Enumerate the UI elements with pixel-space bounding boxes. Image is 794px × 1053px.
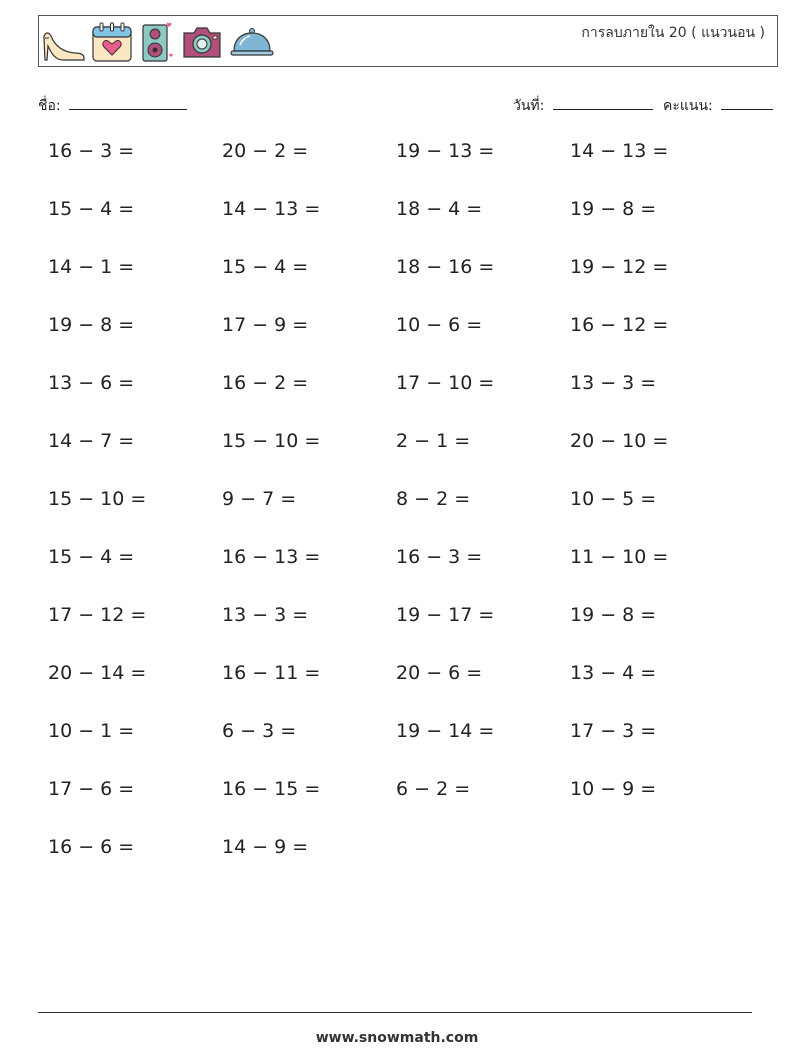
problem-4-3: 10 − 6 = — [396, 314, 483, 336]
problem-12-3: 6 − 2 = — [396, 778, 471, 800]
problem-10-3: 20 − 6 = — [396, 662, 483, 684]
score-field — [663, 95, 773, 117]
problem-5-3: 17 − 10 = — [396, 372, 495, 394]
problem-3-3: 18 − 16 = — [396, 256, 495, 278]
calendar-heart-icon — [91, 21, 133, 63]
problem-9-2: 13 − 3 = — [222, 604, 309, 626]
problem-4-2: 17 − 9 = — [222, 314, 309, 336]
name-label: ชื่อ: — [38, 98, 61, 114]
problem-2-3: 18 − 4 = — [396, 198, 483, 220]
problem-6-1: 14 − 7 = — [48, 430, 135, 452]
problem-9-4: 19 − 8 = — [570, 604, 657, 626]
high-heel-icon — [41, 22, 85, 62]
problem-6-4: 20 − 10 = — [570, 430, 669, 452]
date-blank[interactable] — [553, 95, 653, 110]
problem-12-4: 10 − 9 = — [570, 778, 657, 800]
problem-7-3: 8 − 2 = — [396, 488, 471, 510]
problem-8-4: 11 − 10 = — [570, 546, 669, 568]
score-blank[interactable] — [721, 95, 773, 110]
header-icons — [41, 20, 275, 64]
problem-12-2: 16 − 15 = — [222, 778, 321, 800]
problem-11-2: 6 − 3 = — [222, 720, 297, 742]
problem-5-2: 16 − 2 = — [222, 372, 309, 394]
food-cloche-icon — [229, 25, 275, 59]
problem-5-4: 13 − 3 = — [570, 372, 657, 394]
problem-12-1: 17 − 6 = — [48, 778, 135, 800]
problem-7-4: 10 − 5 = — [570, 488, 657, 510]
problem-3-1: 14 − 1 = — [48, 256, 135, 278]
problem-8-1: 15 − 4 = — [48, 546, 135, 568]
camera-icon — [181, 24, 223, 60]
name-blank[interactable] — [69, 95, 187, 110]
problem-10-1: 20 − 14 = — [48, 662, 147, 684]
worksheet-title: การลบภายใน 20 ( แนวนอน ) — [581, 25, 765, 41]
problem-3-2: 15 − 4 = — [222, 256, 309, 278]
problem-6-2: 15 − 10 = — [222, 430, 321, 452]
problem-9-3: 19 − 17 = — [396, 604, 495, 626]
problem-1-1: 16 − 3 = — [48, 140, 135, 162]
score-label: คะแนน: — [663, 98, 713, 114]
problem-11-1: 10 − 1 = — [48, 720, 135, 742]
date-label: วันที่: — [513, 98, 545, 114]
problem-10-4: 13 − 4 = — [570, 662, 657, 684]
problem-9-1: 17 − 12 = — [48, 604, 147, 626]
problem-6-3: 2 − 1 = — [396, 430, 471, 452]
problem-2-1: 15 − 4 = — [48, 198, 135, 220]
problem-7-1: 15 − 10 = — [48, 488, 147, 510]
footer-divider — [38, 1012, 752, 1013]
problem-5-1: 13 − 6 = — [48, 372, 135, 394]
worksheet-header — [38, 15, 778, 67]
problem-2-2: 14 − 13 = — [222, 198, 321, 220]
name-field — [38, 95, 187, 117]
problem-1-3: 19 − 13 = — [396, 140, 495, 162]
problem-2-4: 19 − 8 = — [570, 198, 657, 220]
problem-8-2: 16 − 13 = — [222, 546, 321, 568]
footer-website: www.snowmath.com — [315, 1030, 479, 1046]
problem-1-2: 20 − 2 = — [222, 140, 309, 162]
problem-7-2: 9 − 7 = — [222, 488, 297, 510]
problem-8-3: 16 − 3 = — [396, 546, 483, 568]
problem-10-2: 16 − 11 = — [222, 662, 321, 684]
problem-4-1: 19 − 8 = — [48, 314, 135, 336]
speaker-icon — [139, 21, 175, 63]
problem-11-3: 19 − 14 = — [396, 720, 495, 742]
problem-3-4: 19 − 12 = — [570, 256, 669, 278]
problem-1-4: 14 − 13 = — [570, 140, 669, 162]
problem-13-1: 16 − 6 = — [48, 836, 135, 858]
problem-11-4: 17 − 3 = — [570, 720, 657, 742]
problem-13-2: 14 − 9 = — [222, 836, 309, 858]
date-field — [513, 95, 653, 117]
problem-4-4: 16 − 12 = — [570, 314, 669, 336]
